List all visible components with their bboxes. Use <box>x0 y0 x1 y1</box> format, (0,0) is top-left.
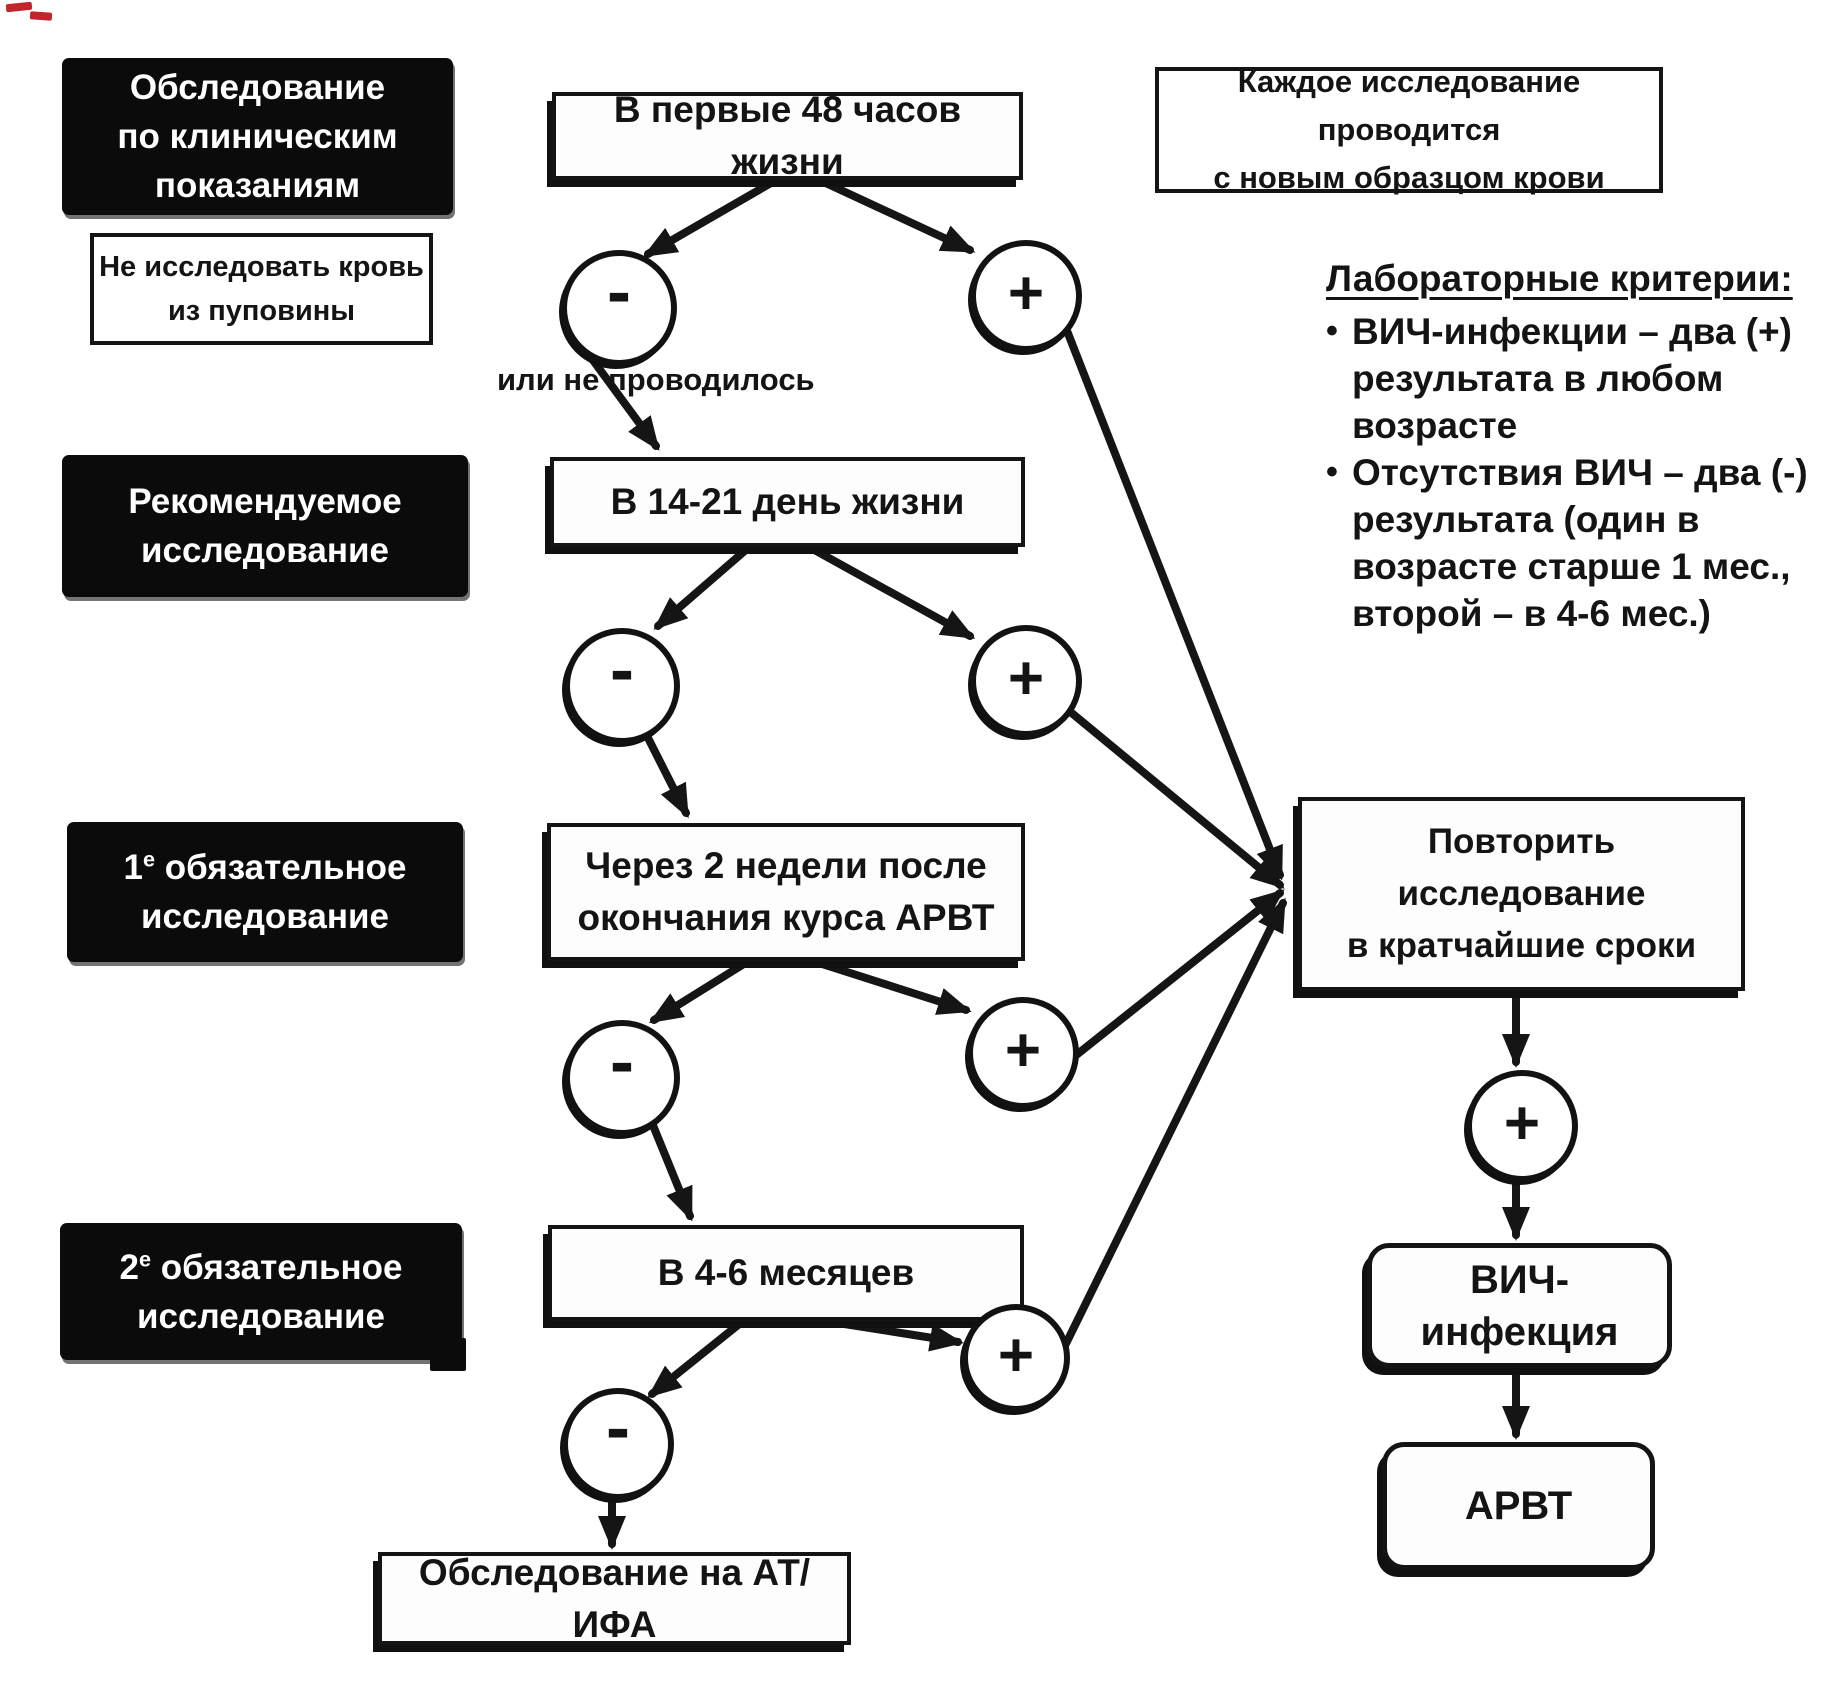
outcome-repeat-test <box>1298 797 1745 991</box>
lab-criteria-title: Лабораторные критерии: <box>1326 258 1793 299</box>
positive-result-circle-3 <box>967 997 1079 1109</box>
legend-line: $1^е$ обязательное <box>123 846 407 887</box>
legend-line: Обследование <box>129 68 386 107</box>
step-label: Обследование на АТ/ИФА <box>418 1551 811 1645</box>
legend-line: исследование <box>141 531 389 570</box>
step-month-4-6 <box>548 1225 1024 1321</box>
lab-criteria-bullet-hiv <box>1326 308 1838 449</box>
positive-result-circle-4 <box>962 1304 1070 1412</box>
legend-line: исследование <box>141 897 389 936</box>
outcome-line: исследование <box>1397 874 1646 913</box>
note-line: из пуповины <box>167 295 356 327</box>
step-first-48h <box>552 89 1023 182</box>
step-after-arvt-course <box>547 823 1025 961</box>
minus-sign: - <box>607 252 631 332</box>
legend-clinical-indications <box>62 58 453 215</box>
legend-line: показаниям <box>154 166 361 205</box>
positive-result-circle-1 <box>970 240 1082 352</box>
legend-second-mandatory-test <box>60 1223 462 1360</box>
step-day-14-21 <box>550 457 1025 547</box>
bullet-text: Отсутствия ВИЧ – два (-) результата (один в возрасте старше 1 мес., второй – в 4-6 мес.) <box>1352 452 1808 634</box>
step-at-ifa-test <box>378 1552 851 1645</box>
bullet-icon: • <box>1326 453 1338 491</box>
plus-sign: + <box>997 1321 1035 1390</box>
step-label: Через 2 недели после <box>585 845 987 886</box>
legend-line: Рекомендуемое <box>128 482 402 521</box>
outcome-arvt <box>1382 1442 1655 1570</box>
bullet-icon: • <box>1326 312 1338 350</box>
negative-result-circle-4 <box>562 1388 674 1500</box>
step-label: окончания курса АРВТ <box>577 897 995 938</box>
positive-result-circle-2 <box>970 625 1082 737</box>
step-label: В 4-6 месяцев <box>657 1252 915 1293</box>
lab-criteria-block <box>1326 255 1838 637</box>
outcome-line: в кратчайшие сроки <box>1346 926 1697 965</box>
negative-result-circle-3 <box>564 1020 680 1136</box>
plus-sign: + <box>1007 644 1045 713</box>
outcome-hiv-infection <box>1367 1243 1672 1368</box>
ink-smudge <box>430 1338 466 1371</box>
plus-sign: + <box>1007 259 1045 328</box>
minus-sign: - <box>610 1022 634 1102</box>
legend-line: исследование <box>137 1296 385 1336</box>
legend-line: по клиническим <box>117 117 398 156</box>
plus-sign: + <box>1004 1016 1042 1085</box>
minus-sign: - <box>610 630 634 710</box>
negative-result-circle-1 <box>561 250 677 366</box>
note-line: Каждое исследование проводится <box>1237 64 1581 147</box>
label-or-not-performed: или не проводилось <box>497 362 815 397</box>
bullet-text: ВИЧ-инфекции – два (+) результата в любом возрасте <box>1352 311 1792 446</box>
scan-artifact-red <box>30 11 53 21</box>
step-label: В 14-21 день жизни <box>610 481 965 522</box>
legend-line: $2^е$ обязательное <box>119 1245 403 1287</box>
outcome-label: ВИЧ-инфекция <box>1420 1257 1619 1354</box>
positive-result-circle-confirm <box>1466 1070 1578 1182</box>
note-line: Не исследовать кровь <box>99 251 424 283</box>
step-label: В первые 48 часов жизни <box>613 89 962 182</box>
negative-result-circle-2 <box>564 628 680 744</box>
note-new-blood-sample <box>1155 64 1663 195</box>
legend-recommended-test <box>62 455 468 597</box>
outcome-line: Повторить <box>1427 822 1616 861</box>
outcome-label: АРВТ <box>1464 1484 1573 1528</box>
legend-first-mandatory-test <box>67 822 463 962</box>
minus-sign: - <box>606 1388 630 1468</box>
plus-sign: + <box>1503 1089 1541 1158</box>
note-line: с новым образцом крови <box>1213 160 1605 195</box>
lab-criteria-bullet-no-hiv <box>1326 449 1838 637</box>
note-no-cord-blood <box>90 233 433 345</box>
